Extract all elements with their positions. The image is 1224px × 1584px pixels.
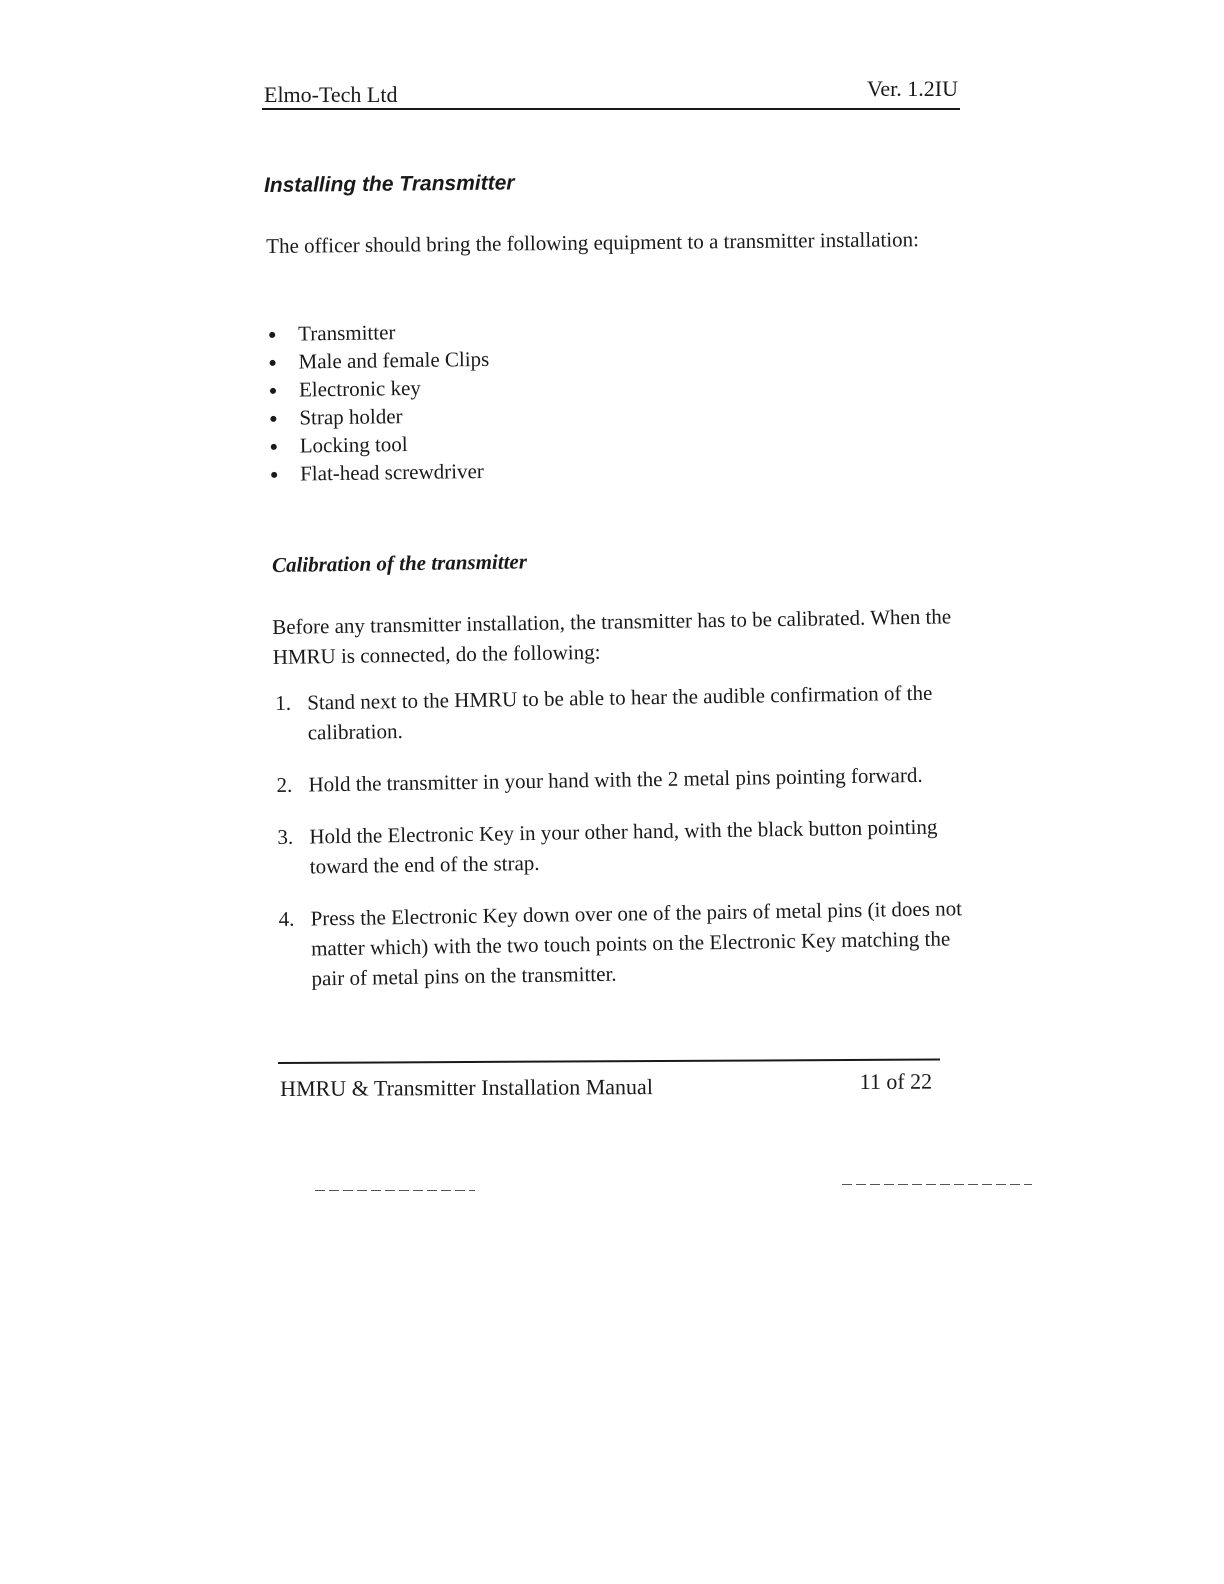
step-item [275,677,966,748]
bullet-icon [270,360,276,366]
page-number: 11 of 22 [859,1068,933,1094]
bullet-icon [270,388,276,394]
list-item: Strap holder [267,401,490,432]
step-item [277,811,968,882]
step-number: 1. [275,690,292,715]
calibration-intro: Before any transmitter installation, the transmitter has to be calibrated. When the HMRU is connected, do the following: [272,604,952,669]
equipment-list [266,317,491,488]
step-text: Hold the Electronic Key in your other hand, with the black button pointing toward the end of the strap. [309,814,938,879]
calibration-steps [275,677,970,1016]
step-text: Stand next to the HMRU to be able to hear the audible confirmation of the calibration. [307,680,933,745]
manual-title: HMRU & Transmitter Installation Manual [280,1074,653,1101]
list-item: Male and female Clips [266,345,489,376]
step-item [278,893,969,994]
version-label: Ver. 1.2IU [866,76,958,101]
bullet-icon [271,472,277,478]
calibration-title: Calibration of the transmitter [271,549,528,577]
page-header [262,78,960,110]
bullet-icon [269,332,275,338]
bullet-icon [271,444,277,450]
bullet-icon [270,416,276,422]
equipment-intro: The officer should bring the following equipment to a transmitter installation: [266,227,920,258]
section-title: Installing the Transmitter [263,171,515,197]
step-item [276,759,966,800]
list-item: Transmitter [266,317,489,348]
list-item: Flat-head screwdriver [268,457,491,488]
step-text: Press the Electronic Key down over one of the pairs of metal pins (it does not matter which) with the two touch points on the Electronic Key matching the pair of metal pins on the transmitter. [310,896,963,991]
step-number: 4. [278,906,295,931]
company-name: Elmo-Tech Ltd [264,82,398,107]
page-footer [278,1059,940,1108]
step-text: Hold the transmitter in your hand with the 2 metal pins pointing forward. [308,762,923,797]
list-item: Electronic key [267,373,490,404]
scan-artifact-line [842,1184,1032,1185]
scan-artifact-line [315,1190,475,1191]
step-number: 2. [276,772,293,797]
list-item: Locking tool [268,429,491,460]
step-number: 3. [277,824,294,849]
